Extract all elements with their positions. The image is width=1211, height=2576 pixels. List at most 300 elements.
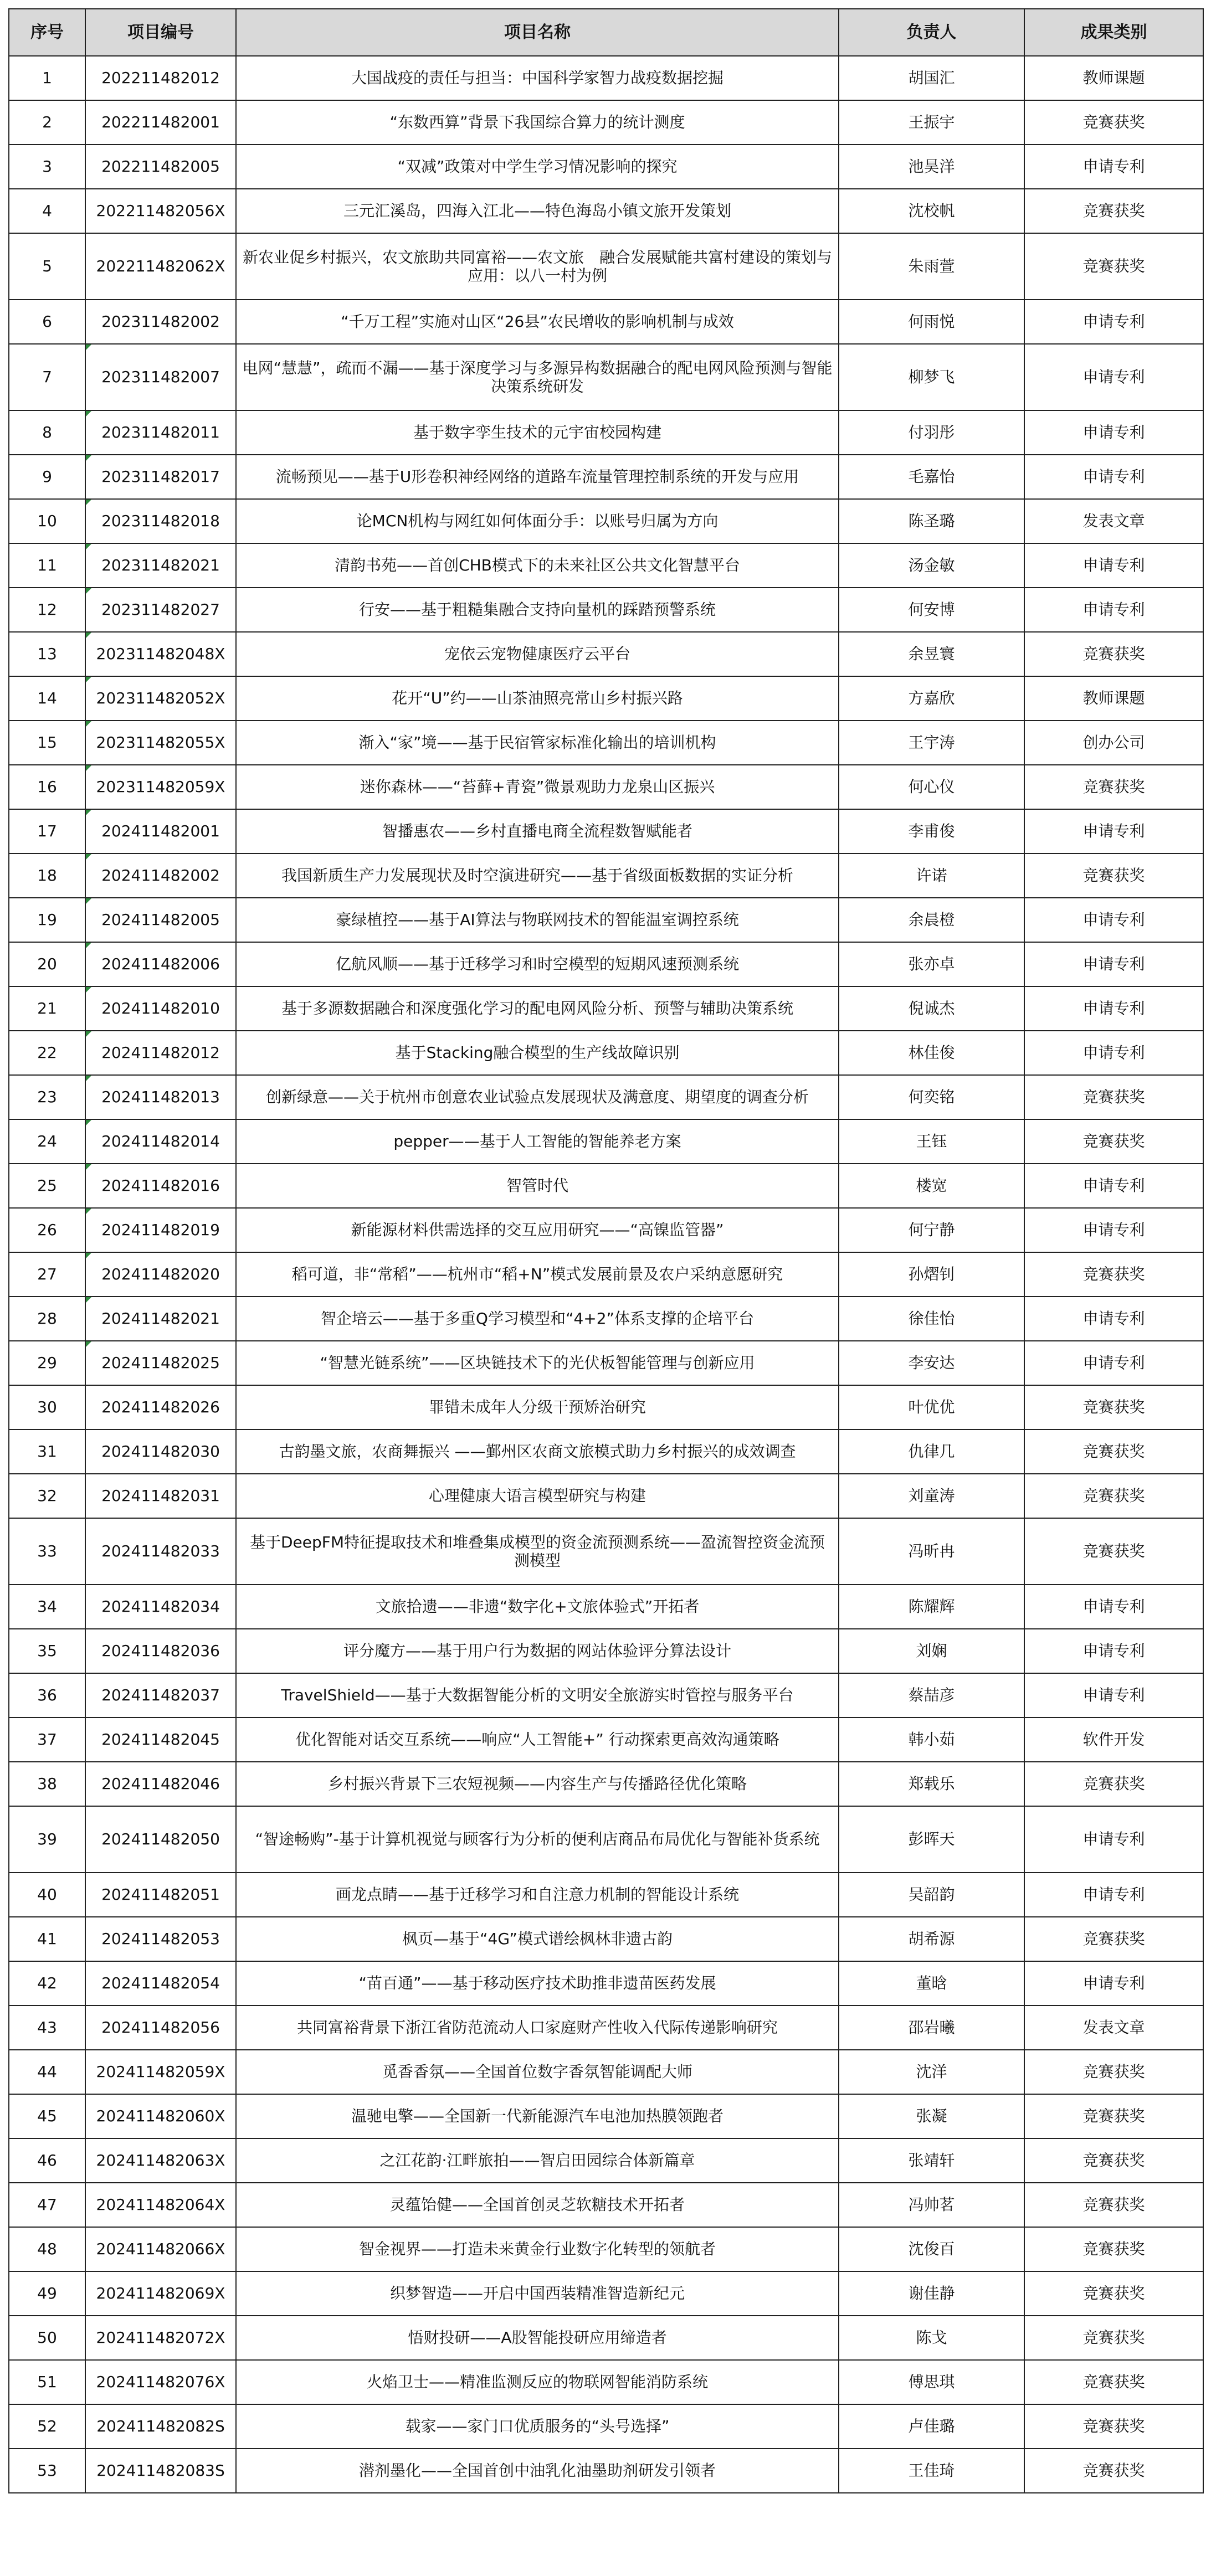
- table-row: [9, 2050, 1203, 2094]
- project-leader: 何雨悦: [839, 300, 1024, 344]
- row-number: 26: [9, 1208, 85, 1252]
- result-category: 申请专利: [1024, 1961, 1203, 2006]
- project-leader: 冯昕冉: [839, 1518, 1024, 1585]
- project-name: 潜剂墨化——全国首创中油乳化油墨助剂研发引领者: [236, 2449, 839, 2493]
- table-row: [9, 1164, 1203, 1208]
- project-name: 温驰电擎——全国新一代新能源汽车电池加热膜领跑者: [236, 2094, 839, 2138]
- result-category: 竞赛获奖: [1024, 1075, 1203, 1119]
- project-code: 202411482059X: [85, 2050, 236, 2094]
- project-code: 202411482031: [85, 1474, 236, 1518]
- header-name: 项目名称: [236, 9, 839, 56]
- result-category: 竞赛获奖: [1024, 1762, 1203, 1806]
- project-name: “双减”政策对中学生学习情况影响的探究: [236, 145, 839, 189]
- project-code: 202411482014: [85, 1119, 236, 1164]
- row-number: 40: [9, 1873, 85, 1917]
- table-row: [9, 1585, 1203, 1629]
- project-leader: 胡国汇: [839, 56, 1024, 100]
- table-row: [9, 300, 1203, 344]
- row-number: 10: [9, 499, 85, 543]
- project-name: 织梦智造——开启中国西装精准智造新纪元: [236, 2271, 839, 2316]
- project-code: 202311482018: [85, 499, 236, 543]
- result-category: 竞赛获奖: [1024, 2360, 1203, 2404]
- project-leader: 陈戈: [839, 2316, 1024, 2360]
- project-code: 202411482013: [85, 1075, 236, 1119]
- project-leader: 郑载乐: [839, 1762, 1024, 1806]
- project-code: 202311482002: [85, 300, 236, 344]
- row-number: 47: [9, 2183, 85, 2227]
- project-name: 文旅拾遗——非遗“数字化+文旅体验式”开拓者: [236, 1585, 839, 1629]
- result-category: 竞赛获奖: [1024, 1917, 1203, 1961]
- table-row: [9, 2271, 1203, 2316]
- row-number: 1: [9, 56, 85, 100]
- row-number: 15: [9, 721, 85, 765]
- table-row: [9, 2316, 1203, 2360]
- project-name: 之江花韵·江畔旅拍——智启田园综合体新篇章: [236, 2138, 839, 2183]
- project-code: 202411482033: [85, 1518, 236, 1585]
- projects-table: [8, 8, 1204, 2493]
- project-code: 202411482030: [85, 1430, 236, 1474]
- table-header-row: [9, 9, 1203, 56]
- project-leader: 余晨橙: [839, 898, 1024, 942]
- result-category: 竞赛获奖: [1024, 1252, 1203, 1297]
- result-category: 竞赛获奖: [1024, 2404, 1203, 2449]
- project-code: 202311482017: [85, 455, 236, 499]
- project-leader: 沈俊百: [839, 2227, 1024, 2271]
- row-number: 43: [9, 2006, 85, 2050]
- project-name: 电网“慧慧”，疏而不漏——基于深度学习与多源异构数据融合的配电网风险预测与智能决策系统研发: [236, 344, 839, 410]
- result-category: 申请专利: [1024, 300, 1203, 344]
- project-name: 枫页—基于“4G”模式谱绘枫林非遗古韵: [236, 1917, 839, 1961]
- row-number: 50: [9, 2316, 85, 2360]
- row-number: 38: [9, 1762, 85, 1806]
- project-code: 202411482060X: [85, 2094, 236, 2138]
- project-name: 我国新质生产力发展现状及时空演进研究——基于省级面板数据的实证分析: [236, 853, 839, 898]
- project-name: 共同富裕背景下浙江省防范流动人口家庭财产性收入代际传递影响研究: [236, 2006, 839, 2050]
- table-row: [9, 1208, 1203, 1252]
- project-name: 载家——家门口优质服务的“头号选择”: [236, 2404, 839, 2449]
- project-name: 火焰卫士——精准监测反应的物联网智能消防系统: [236, 2360, 839, 2404]
- result-category: 竞赛获奖: [1024, 1385, 1203, 1430]
- project-name: 论MCN机构与网红如何体面分手：以账号归属为方向: [236, 499, 839, 543]
- row-number: 25: [9, 1164, 85, 1208]
- project-leader: 刘童涛: [839, 1474, 1024, 1518]
- project-code: 202311482052X: [85, 676, 236, 721]
- project-leader: 何宁静: [839, 1208, 1024, 1252]
- project-name: 三元汇溪岛，四海入江北——特色海岛小镇文旅开发策划: [236, 189, 839, 233]
- table-row: [9, 765, 1203, 809]
- table-row: [9, 344, 1203, 410]
- table-row: [9, 2449, 1203, 2493]
- header-category: 成果类别: [1024, 9, 1203, 56]
- project-name: 豪绿植控——基于AI算法与物联网技术的智能温室调控系统: [236, 898, 839, 942]
- row-number: 44: [9, 2050, 85, 2094]
- row-number: 34: [9, 1585, 85, 1629]
- project-name: 迷你森林——“苔藓+青瓷”微景观助力龙泉山区振兴: [236, 765, 839, 809]
- result-category: 申请专利: [1024, 898, 1203, 942]
- project-code: 202411482053: [85, 1917, 236, 1961]
- result-category: 申请专利: [1024, 1673, 1203, 1718]
- table-row: [9, 189, 1203, 233]
- result-category: 竞赛获奖: [1024, 632, 1203, 676]
- row-number: 49: [9, 2271, 85, 2316]
- project-name: 渐入“家”境——基于民宿管家标准化输出的培训机构: [236, 721, 839, 765]
- project-code: 202411482054: [85, 1961, 236, 2006]
- project-code: 202411482005: [85, 898, 236, 942]
- table-row: [9, 1385, 1203, 1430]
- project-leader: 何心仪: [839, 765, 1024, 809]
- project-code: 202411482063X: [85, 2138, 236, 2183]
- row-number: 6: [9, 300, 85, 344]
- table-row: [9, 1917, 1203, 1961]
- result-category: 申请专利: [1024, 1629, 1203, 1673]
- project-code: 202411482036: [85, 1629, 236, 1673]
- result-category: 申请专利: [1024, 1208, 1203, 1252]
- row-number: 41: [9, 1917, 85, 1961]
- project-leader: 张靖轩: [839, 2138, 1024, 2183]
- project-code: 202411482026: [85, 1385, 236, 1430]
- project-name: 亿航风顺——基于迁移学习和时空模型的短期风速预测系统: [236, 942, 839, 986]
- project-leader: 吴韶韵: [839, 1873, 1024, 1917]
- project-code: 202411482016: [85, 1164, 236, 1208]
- row-number: 51: [9, 2360, 85, 2404]
- project-leader: 倪诚杰: [839, 986, 1024, 1031]
- project-code: 202411482045: [85, 1718, 236, 1762]
- project-leader: 王宇涛: [839, 721, 1024, 765]
- project-name: “千万工程”实施对山区“26县”农民增收的影响机制与成效: [236, 300, 839, 344]
- table-row: [9, 100, 1203, 145]
- row-number: 53: [9, 2449, 85, 2493]
- result-category: 申请专利: [1024, 986, 1203, 1031]
- table-row: [9, 2227, 1203, 2271]
- project-code: 202411482050: [85, 1806, 236, 1873]
- result-category: 竞赛获奖: [1024, 2449, 1203, 2493]
- table-row: [9, 809, 1203, 853]
- project-leader: 陈耀辉: [839, 1585, 1024, 1629]
- project-leader: 柳梦飞: [839, 344, 1024, 410]
- project-code: 202411482010: [85, 986, 236, 1031]
- project-code: 202411482069X: [85, 2271, 236, 2316]
- row-number: 46: [9, 2138, 85, 2183]
- project-name: 新农业促乡村振兴，农文旅助共同富裕——农文旅 融合发展赋能共富村建设的策划与应用：以八一村为例: [236, 233, 839, 300]
- table-row: [9, 1031, 1203, 1075]
- result-category: 申请专利: [1024, 543, 1203, 588]
- table-row: [9, 1119, 1203, 1164]
- result-category: 竞赛获奖: [1024, 233, 1203, 300]
- project-leader: 邵岩曦: [839, 2006, 1024, 2050]
- project-leader: 傅思琪: [839, 2360, 1024, 2404]
- project-name: TravelShield——基于大数据智能分析的文明安全旅游实时管控与服务平台: [236, 1673, 839, 1718]
- project-leader: 许诺: [839, 853, 1024, 898]
- project-name: 智企培云——基于多重Q学习模型和“4+2”体系支撑的企培平台: [236, 1297, 839, 1341]
- table-row: [9, 145, 1203, 189]
- project-leader: 仇律几: [839, 1430, 1024, 1474]
- header-no: 序号: [9, 9, 85, 56]
- table-row: [9, 233, 1203, 300]
- row-number: 37: [9, 1718, 85, 1762]
- result-category: 申请专利: [1024, 410, 1203, 455]
- project-leader: 王振宇: [839, 100, 1024, 145]
- project-name: 基于DeepFM特征提取技术和堆叠集成模型的资金流预测系统——盈流智控资金流预测模型: [236, 1518, 839, 1585]
- project-code: 202411482076X: [85, 2360, 236, 2404]
- project-name: 罪错未成年人分级干预矫治研究: [236, 1385, 839, 1430]
- table-row: [9, 1629, 1203, 1673]
- result-category: 竞赛获奖: [1024, 2183, 1203, 2227]
- project-leader: 李安达: [839, 1341, 1024, 1385]
- project-name: 悟财投研——A股智能投研应用缔造者: [236, 2316, 839, 2360]
- result-category: 教师课题: [1024, 676, 1203, 721]
- project-leader: 余昱寰: [839, 632, 1024, 676]
- table-row: [9, 1430, 1203, 1474]
- project-leader: 王钰: [839, 1119, 1024, 1164]
- project-code: 202411482012: [85, 1031, 236, 1075]
- project-code: 202411482034: [85, 1585, 236, 1629]
- project-code: 202411482025: [85, 1341, 236, 1385]
- project-name: 基于数字孪生技术的元宇宙校园构建: [236, 410, 839, 455]
- result-category: 发表文章: [1024, 499, 1203, 543]
- table-row: [9, 2006, 1203, 2050]
- row-number: 5: [9, 233, 85, 300]
- table-row: [9, 2183, 1203, 2227]
- result-category: 竞赛获奖: [1024, 2316, 1203, 2360]
- project-code: 202411482072X: [85, 2316, 236, 2360]
- row-number: 31: [9, 1430, 85, 1474]
- table-row: [9, 1075, 1203, 1119]
- table-row: [9, 1474, 1203, 1518]
- result-category: 竞赛获奖: [1024, 2271, 1203, 2316]
- project-code: 202311482021: [85, 543, 236, 588]
- table-row: [9, 499, 1203, 543]
- result-category: 申请专利: [1024, 942, 1203, 986]
- project-code: 202411482046: [85, 1762, 236, 1806]
- project-name: 古韵墨文旅，农商舞振兴 ——鄞州区农商文旅模式助力乡村振兴的成效调查: [236, 1430, 839, 1474]
- table-row: [9, 588, 1203, 632]
- result-category: 竞赛获奖: [1024, 1430, 1203, 1474]
- row-number: 27: [9, 1252, 85, 1297]
- project-code: 202411482020: [85, 1252, 236, 1297]
- row-number: 13: [9, 632, 85, 676]
- project-code: 202211482062X: [85, 233, 236, 300]
- table-row: [9, 1873, 1203, 1917]
- project-leader: 王佳琦: [839, 2449, 1024, 2493]
- project-code: 202311482027: [85, 588, 236, 632]
- row-number: 4: [9, 189, 85, 233]
- result-category: 申请专利: [1024, 1164, 1203, 1208]
- row-number: 21: [9, 986, 85, 1031]
- result-category: 申请专利: [1024, 455, 1203, 499]
- table-row: [9, 2360, 1203, 2404]
- row-number: 9: [9, 455, 85, 499]
- project-leader: 谢佳静: [839, 2271, 1024, 2316]
- row-number: 23: [9, 1075, 85, 1119]
- row-number: 19: [9, 898, 85, 942]
- row-number: 16: [9, 765, 85, 809]
- project-code: 202411482082S: [85, 2404, 236, 2449]
- project-name: “苗百通”——基于移动医疗技术助推非遗苗医药发展: [236, 1961, 839, 2006]
- project-leader: 张凝: [839, 2094, 1024, 2138]
- project-code: 202411482037: [85, 1673, 236, 1718]
- project-leader: 楼宽: [839, 1164, 1024, 1208]
- project-leader: 李甫俊: [839, 809, 1024, 853]
- project-leader: 毛嘉怡: [839, 455, 1024, 499]
- result-category: 申请专利: [1024, 1297, 1203, 1341]
- project-leader: 彭晖天: [839, 1806, 1024, 1873]
- project-code: 202211482056X: [85, 189, 236, 233]
- project-code: 202311482011: [85, 410, 236, 455]
- project-code: 202411482019: [85, 1208, 236, 1252]
- project-code: 202411482056: [85, 2006, 236, 2050]
- row-number: 8: [9, 410, 85, 455]
- result-category: 竞赛获奖: [1024, 1518, 1203, 1585]
- row-number: 39: [9, 1806, 85, 1873]
- project-code: 202411482051: [85, 1873, 236, 1917]
- table-row: [9, 1806, 1203, 1873]
- table-row: [9, 1341, 1203, 1385]
- project-leader: 张亦卓: [839, 942, 1024, 986]
- project-code: 202211482001: [85, 100, 236, 145]
- project-name: 创新绿意——关于杭州市创意农业试验点发展现状及满意度、期望度的调查分析: [236, 1075, 839, 1119]
- project-code: 202311482059X: [85, 765, 236, 809]
- row-number: 22: [9, 1031, 85, 1075]
- project-name: pepper——基于人工智能的智能养老方案: [236, 1119, 839, 1164]
- project-code: 202411482064X: [85, 2183, 236, 2227]
- project-name: 行安——基于粗糙集融合支持向量机的踩踏预警系统: [236, 588, 839, 632]
- project-name: 基于Stacking融合模型的生产线故障识别: [236, 1031, 839, 1075]
- row-number: 32: [9, 1474, 85, 1518]
- result-category: 教师课题: [1024, 56, 1203, 100]
- result-category: 申请专利: [1024, 588, 1203, 632]
- project-leader: 韩小茹: [839, 1718, 1024, 1762]
- project-name: “智途畅购”-基于计算机视觉与顾客行为分析的便利店商品布局优化与智能补货系统: [236, 1806, 839, 1873]
- project-leader: 徐佳怡: [839, 1297, 1024, 1341]
- result-category: 申请专利: [1024, 1341, 1203, 1385]
- project-leader: 叶优优: [839, 1385, 1024, 1430]
- table-row: [9, 676, 1203, 721]
- project-name: 大国战疫的责任与担当：中国科学家智力战疫数据挖掘: [236, 56, 839, 100]
- result-category: 竞赛获奖: [1024, 1474, 1203, 1518]
- project-leader: 刘娴: [839, 1629, 1024, 1673]
- project-leader: 付羽彤: [839, 410, 1024, 455]
- table-row: [9, 1518, 1203, 1585]
- table-row: [9, 721, 1203, 765]
- result-category: 竞赛获奖: [1024, 100, 1203, 145]
- table-row: [9, 2094, 1203, 2138]
- row-number: 29: [9, 1341, 85, 1385]
- row-number: 14: [9, 676, 85, 721]
- result-category: 竞赛获奖: [1024, 2138, 1203, 2183]
- project-code: 202411482066X: [85, 2227, 236, 2271]
- row-number: 24: [9, 1119, 85, 1164]
- result-category: 竞赛获奖: [1024, 2094, 1203, 2138]
- table-row: [9, 1297, 1203, 1341]
- project-name: 智播惠农——乡村直播电商全流程数智赋能者: [236, 809, 839, 853]
- row-number: 20: [9, 942, 85, 986]
- project-name: 宠依云宠物健康医疗云平台: [236, 632, 839, 676]
- result-category: 创办公司: [1024, 721, 1203, 765]
- project-leader: 冯帅茗: [839, 2183, 1024, 2227]
- result-category: 申请专利: [1024, 1873, 1203, 1917]
- project-code: 202311482055X: [85, 721, 236, 765]
- row-number: 18: [9, 853, 85, 898]
- project-name: “东数西算”背景下我国综合算力的统计测度: [236, 100, 839, 145]
- row-number: 33: [9, 1518, 85, 1585]
- result-category: 申请专利: [1024, 145, 1203, 189]
- table-row: [9, 2404, 1203, 2449]
- header-code: 项目编号: [85, 9, 236, 56]
- project-code: 202411482021: [85, 1297, 236, 1341]
- row-number: 12: [9, 588, 85, 632]
- project-name: 觅香香氛——全国首位数字香氛智能调配大师: [236, 2050, 839, 2094]
- table-body: [9, 56, 1203, 2493]
- project-leader: 董晗: [839, 1961, 1024, 2006]
- project-code: 202211482005: [85, 145, 236, 189]
- project-code: 202211482012: [85, 56, 236, 100]
- project-leader: 何安博: [839, 588, 1024, 632]
- result-category: 发表文章: [1024, 2006, 1203, 2050]
- row-number: 45: [9, 2094, 85, 2138]
- result-category: 竞赛获奖: [1024, 765, 1203, 809]
- project-name: 清韵书苑——首创CHB模式下的未来社区公共文化智慧平台: [236, 543, 839, 588]
- project-leader: 蔡喆彦: [839, 1673, 1024, 1718]
- result-category: 申请专利: [1024, 1585, 1203, 1629]
- row-number: 17: [9, 809, 85, 853]
- project-code: 202411482083S: [85, 2449, 236, 2493]
- project-name: 花开“U”约——山茶油照亮常山乡村振兴路: [236, 676, 839, 721]
- project-code: 202411482001: [85, 809, 236, 853]
- table-row: [9, 543, 1203, 588]
- result-category: 竞赛获奖: [1024, 2227, 1203, 2271]
- project-leader: 沈校帆: [839, 189, 1024, 233]
- table-row: [9, 2138, 1203, 2183]
- row-number: 42: [9, 1961, 85, 2006]
- table-row: [9, 1252, 1203, 1297]
- result-category: 竞赛获奖: [1024, 1119, 1203, 1164]
- table-row: [9, 1961, 1203, 2006]
- result-category: 申请专利: [1024, 809, 1203, 853]
- project-name: 稻可道，非“常稻”——杭州市“稻+N”模式发展前景及农户采纳意愿研究: [236, 1252, 839, 1297]
- row-number: 28: [9, 1297, 85, 1341]
- project-name: 画龙点睛——基于迁移学习和自注意力机制的智能设计系统: [236, 1873, 839, 1917]
- project-leader: 池昊洋: [839, 145, 1024, 189]
- project-name: 智金视界——打造未来黄金行业数字化转型的领航者: [236, 2227, 839, 2271]
- project-name: 灵蕴饴健——全国首创灵芝软糖技术开拓者: [236, 2183, 839, 2227]
- table-row: [9, 986, 1203, 1031]
- result-category: 竞赛获奖: [1024, 2050, 1203, 2094]
- table-row: [9, 853, 1203, 898]
- table-row: [9, 1673, 1203, 1718]
- table-row: [9, 898, 1203, 942]
- project-name: 基于多源数据融合和深度强化学习的配电网风险分析、预警与辅助决策系统: [236, 986, 839, 1031]
- project-leader: 林佳俊: [839, 1031, 1024, 1075]
- project-leader: 陈圣璐: [839, 499, 1024, 543]
- project-leader: 孙熠钊: [839, 1252, 1024, 1297]
- project-name: “智慧光链系统”——区块链技术下的光伏板智能管理与创新应用: [236, 1341, 839, 1385]
- table-row: [9, 1718, 1203, 1762]
- header-leader: 负责人: [839, 9, 1024, 56]
- project-leader: 方嘉欣: [839, 676, 1024, 721]
- project-name: 评分魔方——基于用户行为数据的网站体验评分算法设计: [236, 1629, 839, 1673]
- row-number: 36: [9, 1673, 85, 1718]
- project-name: 新能源材料供需选择的交互应用研究——“高镍监管器”: [236, 1208, 839, 1252]
- row-number: 48: [9, 2227, 85, 2271]
- project-name: 心理健康大语言模型研究与构建: [236, 1474, 839, 1518]
- row-number: 3: [9, 145, 85, 189]
- row-number: 30: [9, 1385, 85, 1430]
- project-leader: 汤金敏: [839, 543, 1024, 588]
- project-leader: 何奕铭: [839, 1075, 1024, 1119]
- result-category: 申请专利: [1024, 1031, 1203, 1075]
- project-name: 智管时代: [236, 1164, 839, 1208]
- project-name: 优化智能对话交互系统——响应“人工智能+” 行动探索更高效沟通策略: [236, 1718, 839, 1762]
